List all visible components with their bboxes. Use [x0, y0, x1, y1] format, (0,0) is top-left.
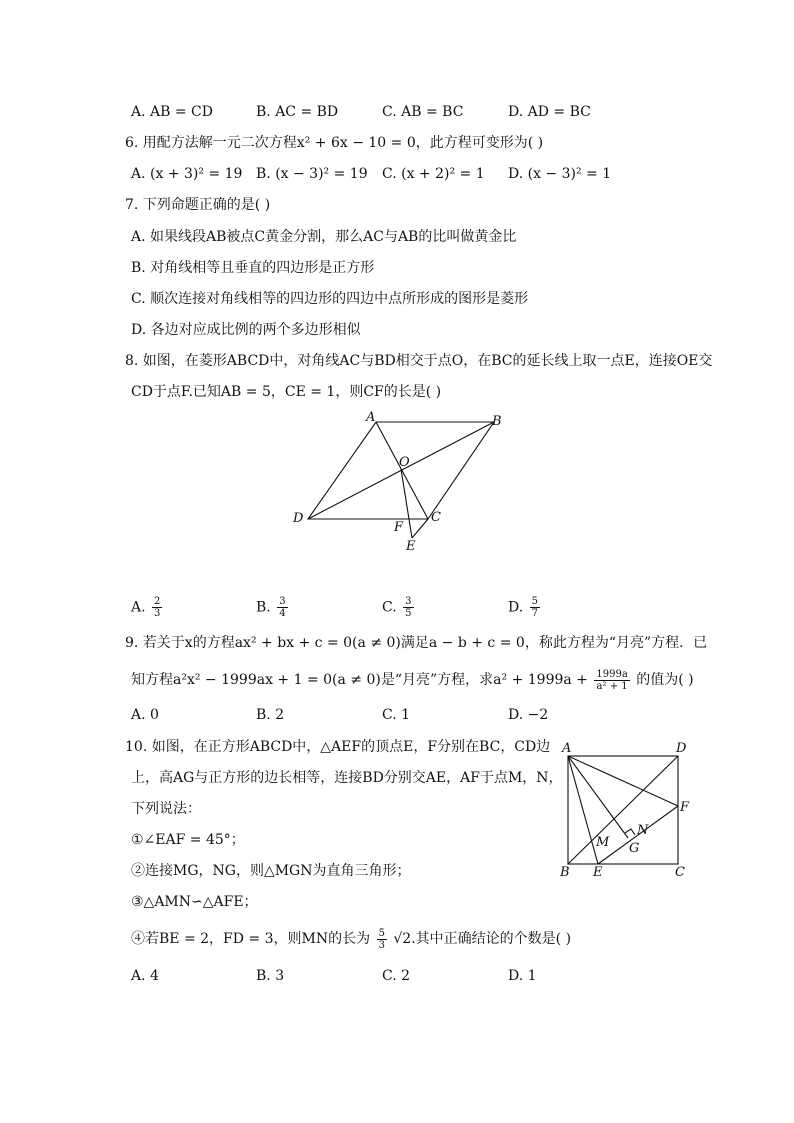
q10-statement-4-start: ④若BE = 2，FD = 3，则MN的长为: [131, 931, 371, 947]
q10-option-c: C. 2: [382, 968, 411, 984]
q10-line3: 下列说法：: [131, 801, 201, 817]
q9-stem-line2-start: 知方程a²x² − 1999ax + 1 = 0(a ≠ 0)是“月亮”方程，求a² + 1999a +: [131, 672, 588, 688]
q10-label-f: F: [680, 800, 690, 815]
q10-label-b: B: [560, 865, 570, 880]
q8-option-d-fraction: [530, 596, 540, 619]
q10-fraction-num: 5: [378, 927, 385, 939]
q10-statement-2: ②连接MG，NG，则△MGN为直角三角形；: [131, 863, 411, 879]
q8-option-a-letter: A.: [131, 599, 146, 616]
q8-option-a-num: 2: [154, 596, 161, 607]
q5-option-d: D. AD = BC: [508, 104, 591, 120]
q10-fraction-den: 3: [378, 939, 385, 951]
q8-option-c-fraction: [403, 596, 413, 619]
q10-label-c: C: [675, 865, 685, 880]
q8-option-d-den: 7: [531, 608, 539, 619]
q8-label-b: B: [492, 414, 502, 429]
q8-options: [0, 596, 794, 620]
q10-label-n: N: [637, 823, 649, 838]
q9-options: [0, 704, 794, 726]
q8-label-c: C: [431, 510, 441, 525]
q10-option-b: B. 3: [256, 968, 285, 984]
q10-statement-1: ①∠EAF = 45°；: [131, 832, 245, 848]
q9-fraction-num: 1999a: [596, 668, 628, 680]
q9-option-b: B. 2: [256, 707, 285, 723]
q8-option-c: [382, 596, 416, 619]
q6-option-c: C. (x + 2)² = 1: [382, 166, 485, 182]
q8-stem-line1: 8. 如图，在菱形ABCD中，对角线AC与BD相交于点O，在BC的延长线上取一点E，连接OE交: [125, 353, 713, 369]
q8-label-f: F: [394, 520, 404, 535]
q10-statement-3: ③△AMN∽△AFE；: [131, 894, 258, 910]
q8-option-c-den: 5: [405, 608, 412, 619]
q10-label-m: M: [596, 835, 610, 850]
q5-options: [0, 101, 794, 123]
q9-stem-line2-end: 的值为( ): [636, 672, 694, 688]
q9-fraction-den: a² + 1: [596, 680, 628, 692]
q9-stem-line1: 9. 若关于x的方程ax² + bx + c = 0(a ≠ 0)满足a − b + c = 0，称此方程为“月亮”方程．已: [125, 635, 708, 651]
q9-option-c: C. 1: [382, 707, 411, 723]
q7-option-a: A. 如果线段AB被点C黄金分割，那么AC与AB的比叫做黄金比: [131, 229, 517, 245]
q7-stem: 7. 下列命题正确的是( ): [125, 197, 271, 213]
q9-stem-line2: [131, 667, 694, 693]
q7-option-d: D. 各边对应成比例的两个多边形相似: [131, 322, 361, 338]
q6-stem: 6. 用配方法解一元二次方程x² + 6x − 10 = 0，此方程可变形为( ): [125, 135, 544, 151]
q8-option-d-letter: D.: [508, 599, 524, 616]
q8-option-b-letter: B.: [256, 599, 271, 616]
q10-statement-4: [131, 926, 571, 952]
q8-option-b-num: 3: [279, 596, 286, 607]
q10-line1: 10. 如图，在正方形ABCD中，△AEF的顶点E，F分别在BC，CD边: [125, 739, 551, 755]
q8-label-o: O: [399, 455, 410, 470]
q8-option-a-fraction: [152, 596, 162, 619]
q10-label-d: D: [676, 741, 687, 756]
q8-option-c-letter: C.: [382, 599, 397, 616]
q5-option-c: C. AB = BC: [382, 104, 464, 120]
q10-line2: 上，高AG与正方形的边长相等，连接BD分别交AE，AF于点M，N，: [131, 770, 563, 786]
q8-label-e: E: [406, 539, 416, 554]
q8-label-d: D: [293, 511, 304, 526]
q6-option-d: D. (x − 3)² = 1: [508, 166, 612, 182]
q8-option-b-fraction: [277, 596, 287, 619]
q10-option-a: A. 4: [131, 968, 159, 984]
q10-statement-4-end: √2.其中正确结论的个数是( ): [393, 931, 572, 947]
q8-option-a-den: 3: [154, 608, 161, 619]
q9-option-d: D. −2: [508, 707, 549, 723]
q8-option-b: [256, 596, 290, 619]
q7-option-c: C. 顺次连接对角线相等的四边形的四边中点所形成的图形是菱形: [131, 291, 529, 307]
q8-option-a: [131, 596, 164, 619]
q7-option-b: B. 对角线相等且垂直的四边形是正方形: [131, 260, 375, 276]
q8-option-d-num: 5: [531, 596, 539, 607]
q8-option-b-den: 4: [279, 608, 286, 619]
q5-option-b: B. AC = BD: [256, 104, 339, 120]
q10-label-e: E: [593, 865, 603, 880]
q8-option-d: [508, 596, 542, 619]
q9-option-a: A. 0: [131, 707, 159, 723]
q6-option-b: B. (x − 3)² = 19: [256, 166, 368, 182]
q10-fraction: [377, 928, 387, 951]
q10-options: [0, 965, 794, 987]
q8-label-a: A: [366, 410, 376, 425]
q6-option-a: A. (x + 3)² = 19: [131, 166, 243, 182]
q10-label-g: G: [629, 841, 640, 856]
q10-label-a: A: [562, 741, 572, 756]
q5-option-a: A. AB = CD: [131, 104, 213, 120]
q8-stem-line2: CD于点F.已知AB = 5，CE = 1，则CF的长是( ): [131, 384, 442, 400]
q8-option-c-num: 3: [405, 596, 412, 607]
q9-fraction: [594, 669, 629, 692]
q6-options: [0, 163, 794, 185]
q10-option-d: D. 1: [508, 968, 537, 984]
